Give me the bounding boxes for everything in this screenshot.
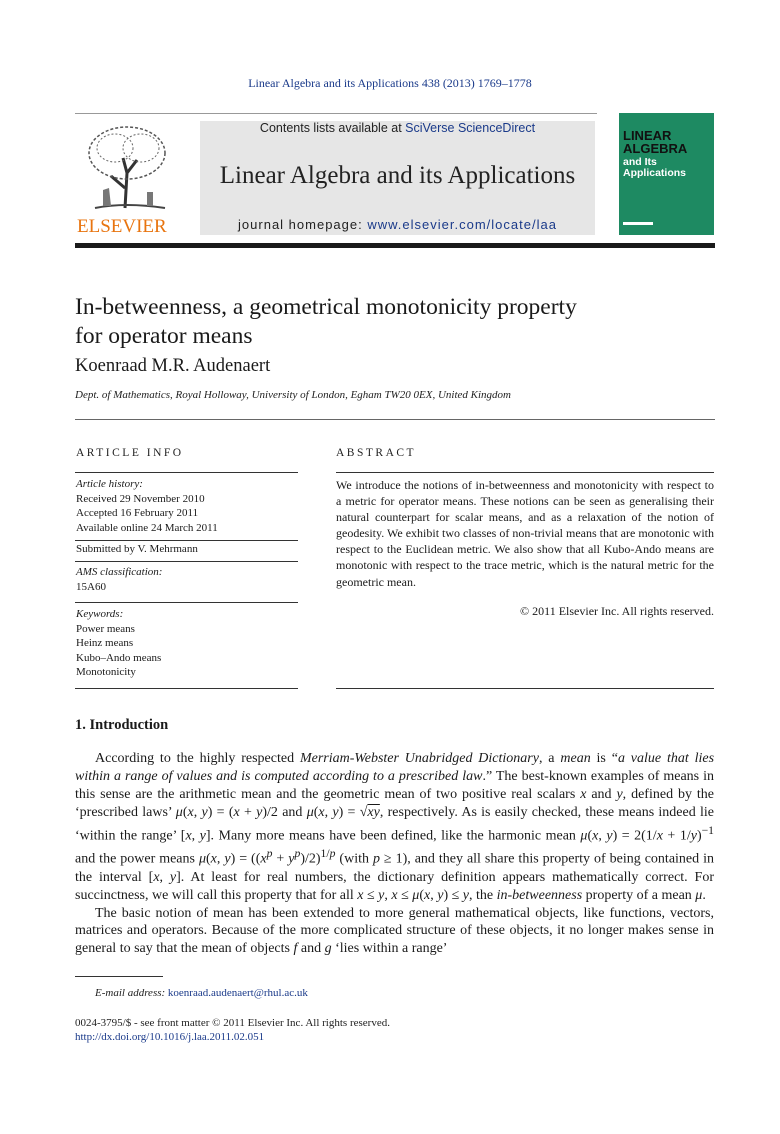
elsevier-tree-icon bbox=[75, 118, 185, 238]
info-rule bbox=[75, 602, 298, 603]
ams-label: AMS classification: bbox=[76, 566, 163, 578]
homepage-prefix: journal homepage: bbox=[238, 217, 368, 232]
header-rule bbox=[75, 113, 597, 114]
copyright-notice: © 2011 Elsevier Inc. All rights reserved. bbox=[520, 604, 714, 618]
elsevier-logo[interactable] bbox=[75, 118, 185, 238]
section-title: 1. Introduction bbox=[75, 717, 169, 733]
abstract-rule bbox=[336, 688, 714, 689]
keyword-item: Power means bbox=[76, 622, 135, 635]
abstract-heading: ABSTRACT bbox=[336, 447, 417, 459]
submitted-by: Submitted by V. Mehrmann bbox=[76, 543, 198, 555]
introduction-body bbox=[75, 750, 714, 958]
keywords bbox=[76, 607, 161, 680]
accepted-date: Accepted 16 February 2011 bbox=[76, 507, 199, 519]
email-label: E-mail address: bbox=[95, 987, 166, 999]
article-title bbox=[75, 293, 695, 351]
cover-subtitle bbox=[623, 157, 686, 179]
ams-classification bbox=[76, 565, 162, 594]
received-date: Received 29 November 2010 bbox=[76, 492, 205, 505]
cover-title bbox=[623, 129, 687, 155]
abstract-rule bbox=[336, 472, 714, 473]
article-info-heading: ARTICLE INFO bbox=[76, 447, 184, 459]
footnote-rule bbox=[75, 976, 163, 977]
contents-prefix: Contents lists available at bbox=[259, 121, 406, 135]
cover-title-line1: LINEAR bbox=[623, 128, 672, 143]
history-label: Article history: bbox=[76, 478, 143, 490]
sciencedirect-link[interactable]: SciVerse ScienceDirect bbox=[405, 121, 536, 135]
keyword-item: Kubo–Ando means bbox=[76, 651, 162, 664]
author-affiliation: Dept. of Mathematics, Royal Holloway, University of London, Egham TW20 0EX, United Kingdom bbox=[75, 389, 511, 401]
cover-title-line2: ALGEBRA bbox=[623, 141, 688, 156]
article-title-line1: In-betweenness, a geometrical monotonicity property bbox=[75, 294, 577, 320]
online-date: Available online 24 March 2011 bbox=[76, 521, 218, 534]
info-rule bbox=[75, 540, 298, 541]
article-history bbox=[76, 477, 218, 535]
ams-code: 15A60 bbox=[76, 580, 106, 593]
author-name[interactable]: Koenraad M.R. Audenaert bbox=[75, 356, 271, 376]
info-rule bbox=[75, 688, 298, 689]
cover-subtitle-line2: Applications bbox=[623, 167, 687, 179]
abstract-text: We introduce the notions of in-betweenness and monotonicity with respect to a metric for operator means. These notions can be seen as generalising their natural counterpart for scalar means, and as a relaxation of the notion of geodesity. We exhibit two classes of non-trivial means that are monotonic with respect to the Euclidean metric. We also show that all Kubo-Ando means are monotonic with respect to the trace metric, which is the natural metric for the geometric mean. bbox=[336, 478, 714, 589]
info-rule bbox=[75, 561, 298, 562]
keywords-label: Keywords: bbox=[76, 608, 124, 620]
journal-title: Linear Algebra and its Applications bbox=[219, 162, 576, 189]
header-thick-rule bbox=[75, 243, 715, 248]
contents-line bbox=[200, 121, 595, 135]
doi-link[interactable]: http://dx.doi.org/10.1016/j.laa.2011.02.051 bbox=[75, 1031, 265, 1043]
keyword-item: Heinz means bbox=[76, 637, 134, 649]
intro-paragraph-1: According to the highly respected Merriam-Webster Unabridged Dictionary, a mean is “a value that lies within a range of values and is computed according to a prescribed law.” The best-known examples of means in this sense are the arithmetic mean and the geometric mean of two positive real scalars x and y, defined by the ‘prescribed laws’ μ(x, y) = (x + y)/2 and μ(x, y) = √xy, respectively. As is easily checked, these means indeed lie ‘within the range’ [x, y]. Many more means have been defined, like the harmonic mean μ(x, $y) = 2(1/x + 1/y)^{-1}$ and the power means μ(x, $y) = ((x^p + y^p)/2)^{1/p}$ (with p ≥ 1), and they all share this property of being contained in the interval [x, y]. At least for real numbers, the dictionary definition appears mathematically correct. For succinctness, we will call this property that for all x ≤ y, x ≤ μ(x, y) ≤ y, the in-betweenness property of a mean μ. bbox=[75, 751, 715, 903]
info-rule bbox=[75, 472, 298, 473]
keyword-item: Monotonicity bbox=[76, 666, 136, 678]
homepage-line bbox=[200, 217, 595, 232]
cover-subtitle-line1: and Its bbox=[623, 156, 657, 168]
issn-line: 0024-3795/$ - see front matter © 2011 Elsevier Inc. All rights reserved. bbox=[75, 1017, 390, 1029]
cover-bar bbox=[623, 222, 653, 225]
intro-paragraph-2: The basic notion of mean has been extended to more general mathematical objects, like functions, vectors, matrices and operators. Because of the more complicated structure of these objects, it no longer makes sense in general to say that the mean of objects f and g ‘lies within a range’ bbox=[75, 905, 714, 957]
article-title-line2: for operator means bbox=[75, 323, 253, 349]
homepage-link[interactable]: www.elsevier.com/locate/laa bbox=[367, 217, 557, 232]
email-link[interactable]: koenraad.audenaert@rhul.ac.uk bbox=[167, 987, 308, 999]
publisher-name: ELSEVIER bbox=[77, 216, 167, 237]
journal-reference[interactable]: Linear Algebra and its Applications 438 (2013) 1769–1778 bbox=[248, 76, 532, 90]
journal-cover[interactable] bbox=[619, 113, 714, 235]
email-footnote bbox=[95, 987, 308, 999]
info-top-rule bbox=[75, 419, 715, 420]
